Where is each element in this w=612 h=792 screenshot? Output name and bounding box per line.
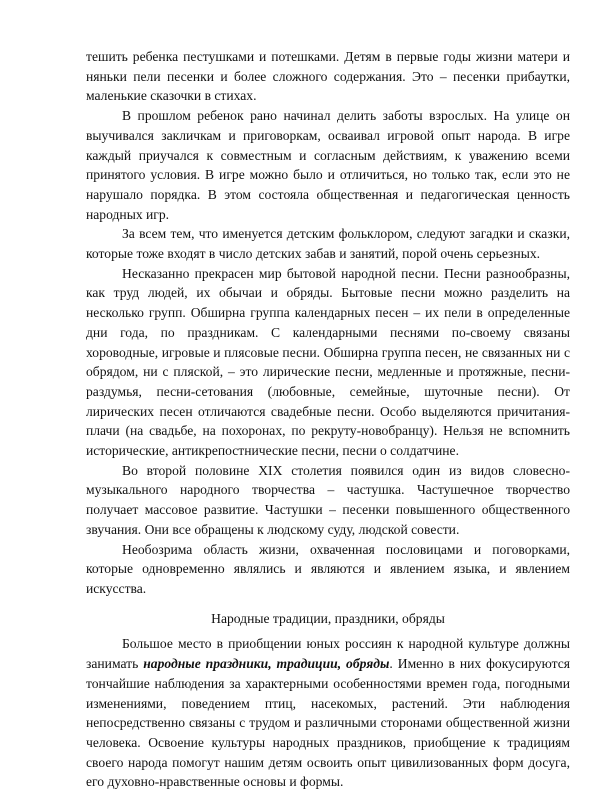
paragraph-chastushka: Во второй половине XIX столетия появился один из видов словесно-музыкального народного творчества – частушка. Частушечное творчество получает массовое развитие. Частушки – песенки повышенного общественного звучания. Они все обращены к людскому суду, людской совести. [86, 462, 570, 537]
paragraph-children-games: В прошлом ребенок рано начинал делить заботы взрослых. На улице он выучивался закличкам и приговоркам, осваивал игровой опыт народа. В игре каждый приучался к совместным и согласным действиям, к уважению всеми принятого условия. В игре можно было и отличиться, но только так, если это не нарушало порядка. В этом состояла общественная и педагогическая ценность народных игр. [86, 108, 570, 222]
paragraph-holidays-text-after: . Именно в них фокусируются тончайшие наблюдения за характерными особенностями времен года, погодными изменениями, поведением птиц, насекомых, растений. Эти наблюдения непосредственно связаны с трудом и различными сторонами общественной жизни человека. Освоение культуры народных праздников, приобщение к традициям своего народа помогут нашим детям освоить опыт цивилизованных форм досуга, его духовно-нравственные основы и формы. [86, 656, 570, 790]
paragraph-holidays-text-before: Большое место в приобщении юных россиян к народной культуре должны занимать [86, 636, 570, 672]
emphasized-phrase: народные праздники, традиции, обряды [143, 656, 390, 672]
document-page [86, 47, 570, 792]
paragraph-holidays-traditions [86, 634, 570, 792]
paragraph-riddles-tales: За всем тем, что именуется детским фольклором, следуют загадки и сказки, которые тоже входят в число детских забав и занятий, порой очень серьезных. [86, 226, 570, 262]
section-heading: Народные традиции, праздники, обряды [211, 610, 445, 626]
paragraph-folk-songs: Несказанно прекрасен мир бытовой народной песни. Песни разнообразны, как труд людей, их обычаи и обряды. Бытовые песни можно разделить на несколько групп. Обширна группа календарных песен – их пели в определенные дни года, по праздникам. С календарными песнями по-своему связаны хороводные, игровые и плясовые песни. Обширна группа песен, не связанных ни с обрядом, ни с пляской, – это лирические песни, медленные и протяжные, песни-раздумья, песни-сетования (любовные, семейные, шуточные песни). От лирических песен отличаются свадебные песни. Особо выделяются причитания-плачи (на свадьбе, на похоронах, по рекруту-новобранцу). Нельзя не вспомнить исторические, антикрепостнические песни, песни о солдатчине. [86, 265, 570, 459]
paragraph-proverbs: Необозрима область жизни, охваченная пословицами и поговорками, которые одновременно являлись и являются и явлением языка, и явлением искусства. [86, 541, 570, 596]
paragraph-lullaby-continuation: тешить ребенка пестушками и потешками. Детям в первые годы жизни матери и няньки пели песенки и более сложного содержания. Это – песенки прибаутки, маленькие сказочки в стихах. [86, 49, 570, 104]
